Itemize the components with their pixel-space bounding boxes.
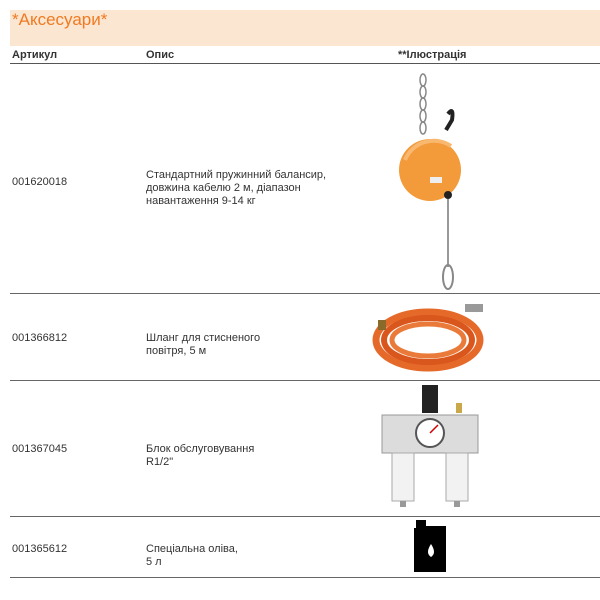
row-4-article: 001365612 — [12, 543, 68, 555]
row-divider — [10, 577, 600, 578]
section-title-bar — [10, 10, 600, 46]
oil-canister-icon — [412, 518, 450, 574]
row-divider — [10, 293, 600, 294]
row-1-article: 001620018 — [12, 176, 68, 188]
row-2-article: 001366812 — [12, 332, 68, 344]
row-4-description: Спеціальна оліва, 5 л — [146, 543, 238, 568]
row-1-description: Стандартний пружинний балансир, довжина кабелю 2 м, діапазон навантаження 9-14 кг — [146, 169, 327, 207]
spring-balancer-icon — [390, 72, 480, 292]
header-divider — [10, 63, 600, 64]
row-3-article: 001367045 — [12, 443, 68, 455]
section-title: *Аксесуари* — [12, 10, 108, 29]
header-illustration: **Ілюстрація — [398, 49, 467, 61]
header-article: Артикул — [12, 49, 58, 61]
air-hose-icon — [370, 298, 490, 378]
row-3-description: Блок обслуговування R1/2" — [146, 443, 255, 468]
row-divider — [10, 516, 600, 517]
row-2-description: Шланг для стисненого повітря, 5 м — [146, 332, 261, 357]
service-unit-icon — [380, 383, 480, 509]
header-description: Опис — [146, 49, 175, 61]
row-divider — [10, 380, 600, 381]
